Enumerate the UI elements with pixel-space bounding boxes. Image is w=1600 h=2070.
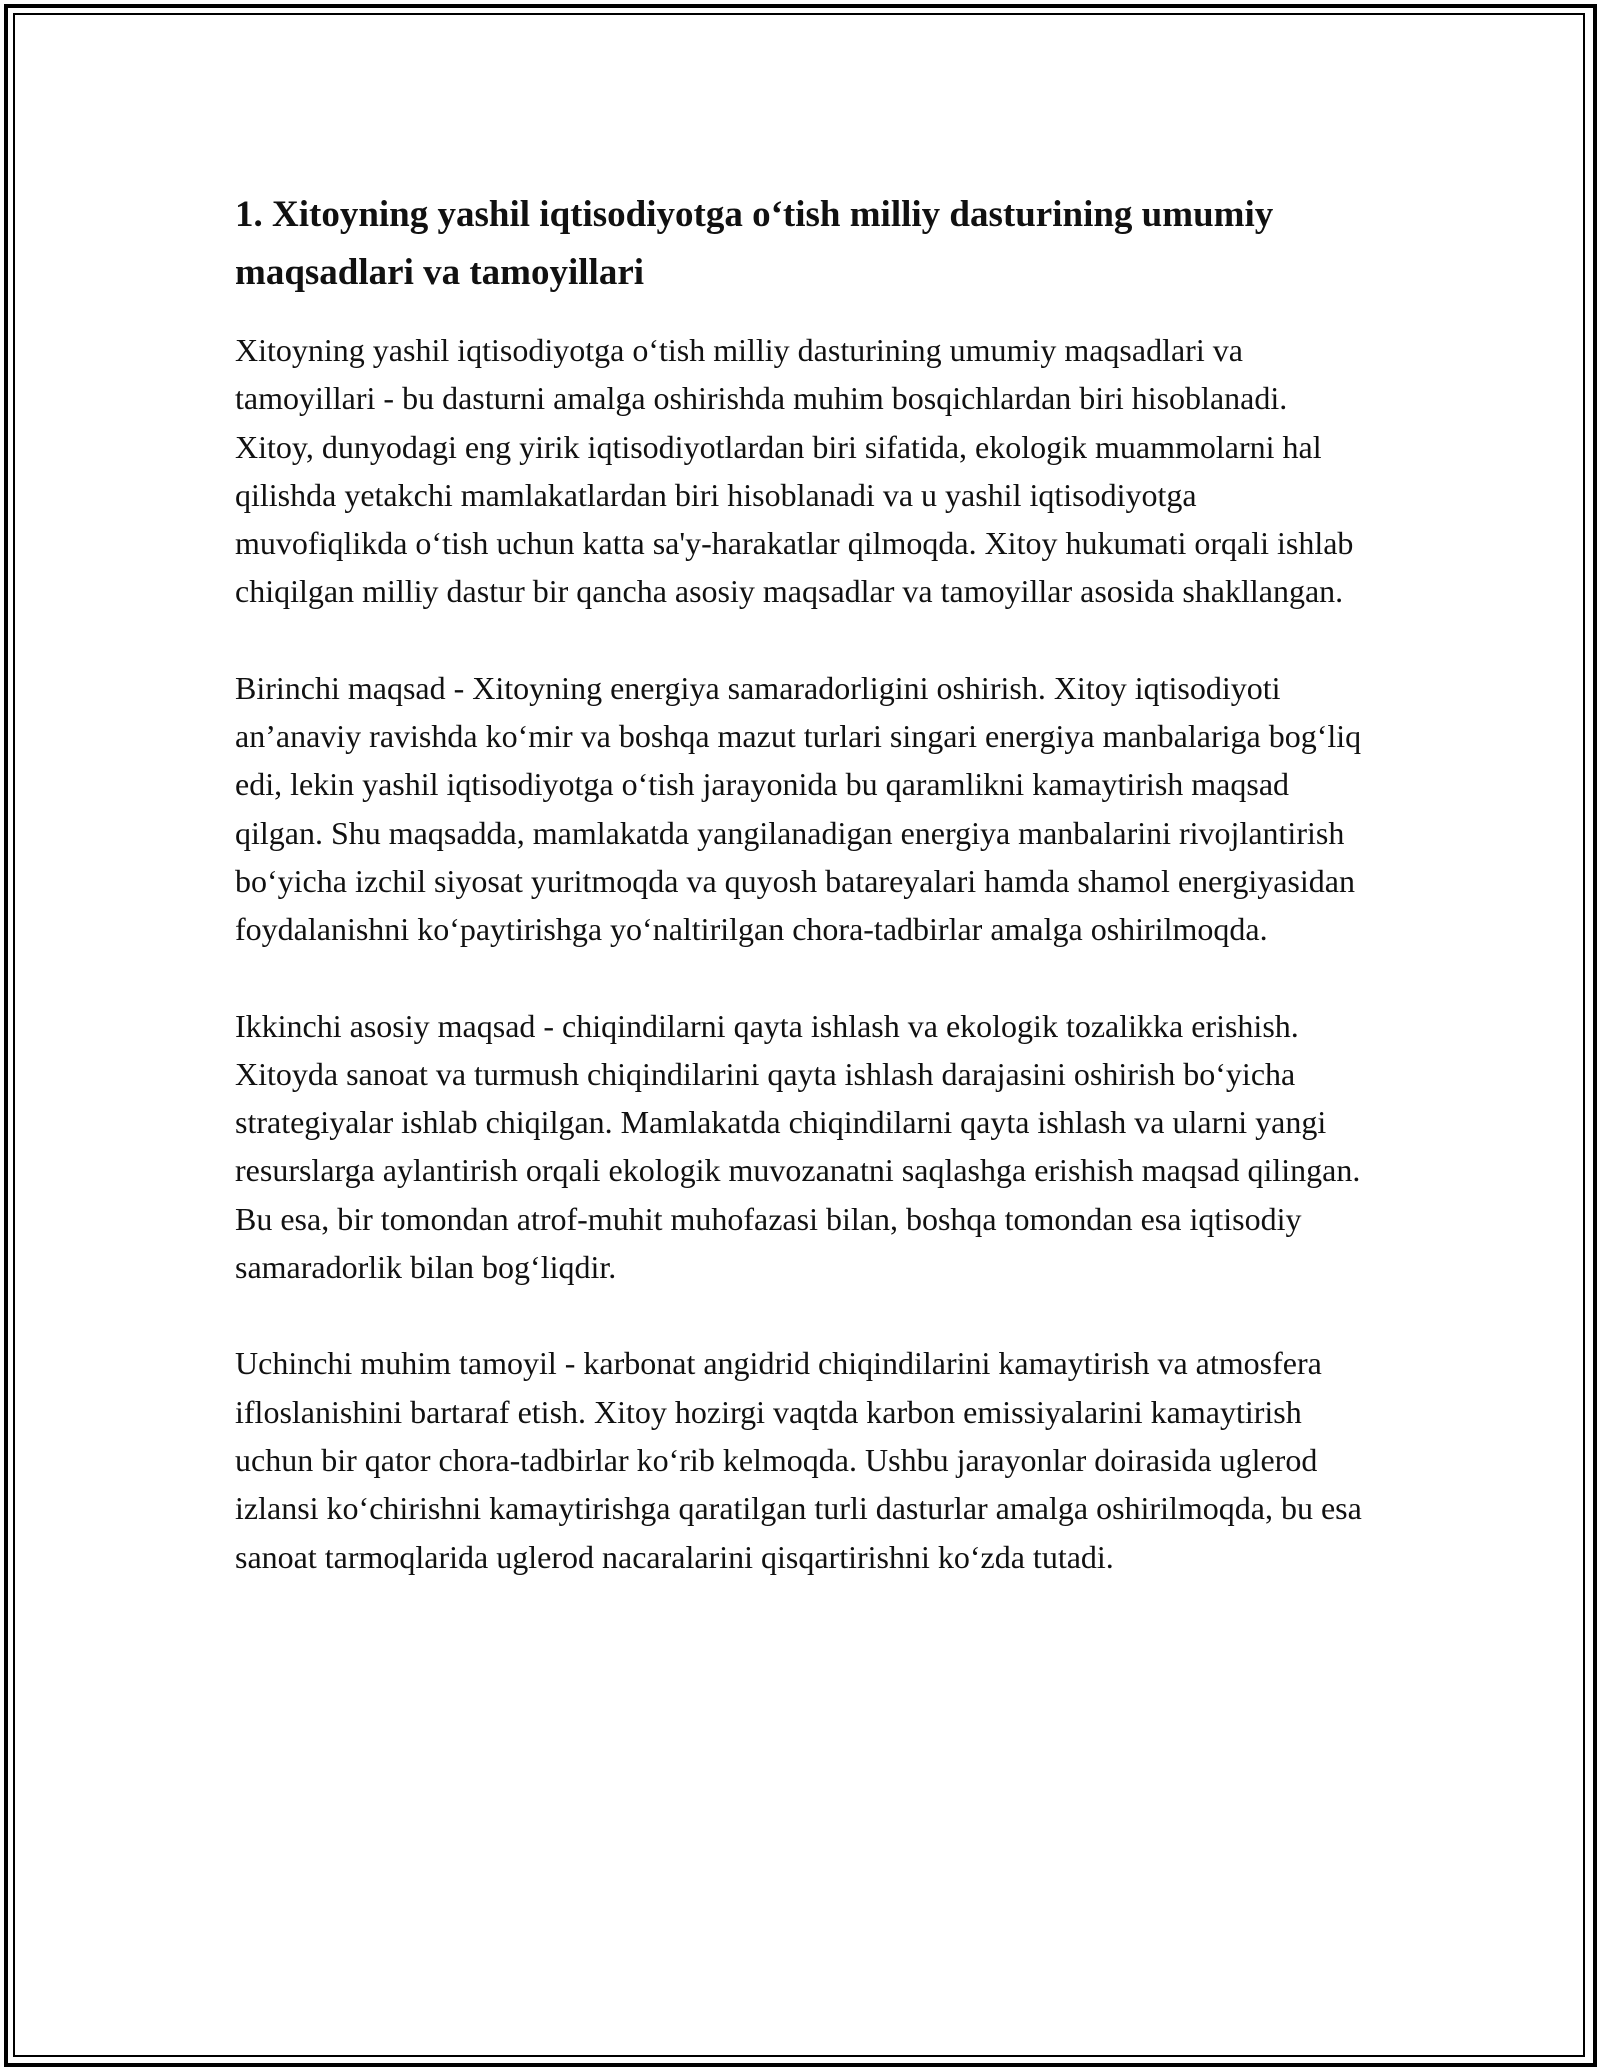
paragraph-first-goal: Birinchi maqsad - Xitoyning energiya samaradorligini oshirish. Xitoy iqtisodiyoti an’anaviy ravishda ko‘mir va boshqa mazut turlari singari energiya manbalariga bog‘liq edi, lekin yashil iqtisodiyotga o‘tish jarayonida bu qaramlikni kamaytirish maqsad qilgan. Shu maqsadda, mamlakatda yangilanadigan energiya manbalarini rivojlantirish bo‘yicha izchil siyosat yuritmoqda va quyosh batareyalari hamda shamol energiyasidan foydalanishni ko‘paytirishga yo‘naltirilgan chora-tadbirlar amalga oshirilmoqda. [235, 669, 1362, 948]
section-heading: 1. Xitoyning yashil iqtisodiyotga o‘tish milliy dasturining umumiy maqsadlari va tamoyillari [235, 194, 1274, 293]
paragraph-intro: Xitoyning yashil iqtisodiyotga o‘tish milliy dasturining umumiy maqsadlari va tamoyillari - bu dasturni amalga oshirishda muhim bosqichlardan biri hisoblanadi. Xitoy, dunyodagi eng yirik iqtisodiyotlardan biri sifatida, ekologik muammolarni hal qilishda yetakchi mamlakatlardan biri hisoblanadi va u yashil iqtisodiyotga muvofiqlikda o‘tish uchun katta sa'y-harakatlar qilmoqda. Xitoy hukumati orqali ishlab chiqilgan milliy dastur bir qancha asosiy maqsadlar va tamoyillar asosida shakllangan. [235, 332, 1354, 610]
paragraph-third-principle: Uchinchi muhim tamoyil - karbonat angidrid chiqindilarini kamaytirish va atmosfera ifloslanishini bartaraf etish. Xitoy hozirgi vaqtda karbon emissiyalarini kamaytirish uchun bir qator chora-tadbirlar ko‘rib kelmoqda. Ushbu jarayonlar doirasida uglerod izlansi ko‘chirishni kamaytirishga qaratilgan turli dasturlar amalga oshirilmoqda, bu esa sanoat tarmoqlarida uglerod nacaralarini qisqartirishni ko‘zda tutadi. [235, 1345, 1362, 1575]
document-body [235, 186, 1370, 1629]
paragraph-second-goal: Ikkinchi asosiy maqsad - chiqindilarni qayta ishlash va ekologik tozalikka erishish. Xitoyda sanoat va turmush chiqindilarini qayta ishlash darajasini oshirish bo‘yicha strategiyalar ishlab chiqilgan. Mamlakatda chiqindilarni qayta ishlash va ularni yangi resurslarga aylantirish orqali ekologik muvozanatni saqlashga erishish maqsad qilingan. Bu esa, bir tomondan atrof-muhit muhofazasi bilan, boshqa tomondan esa iqtisodiy samaradorlik bilan bog‘liqdir. [235, 1007, 1361, 1286]
